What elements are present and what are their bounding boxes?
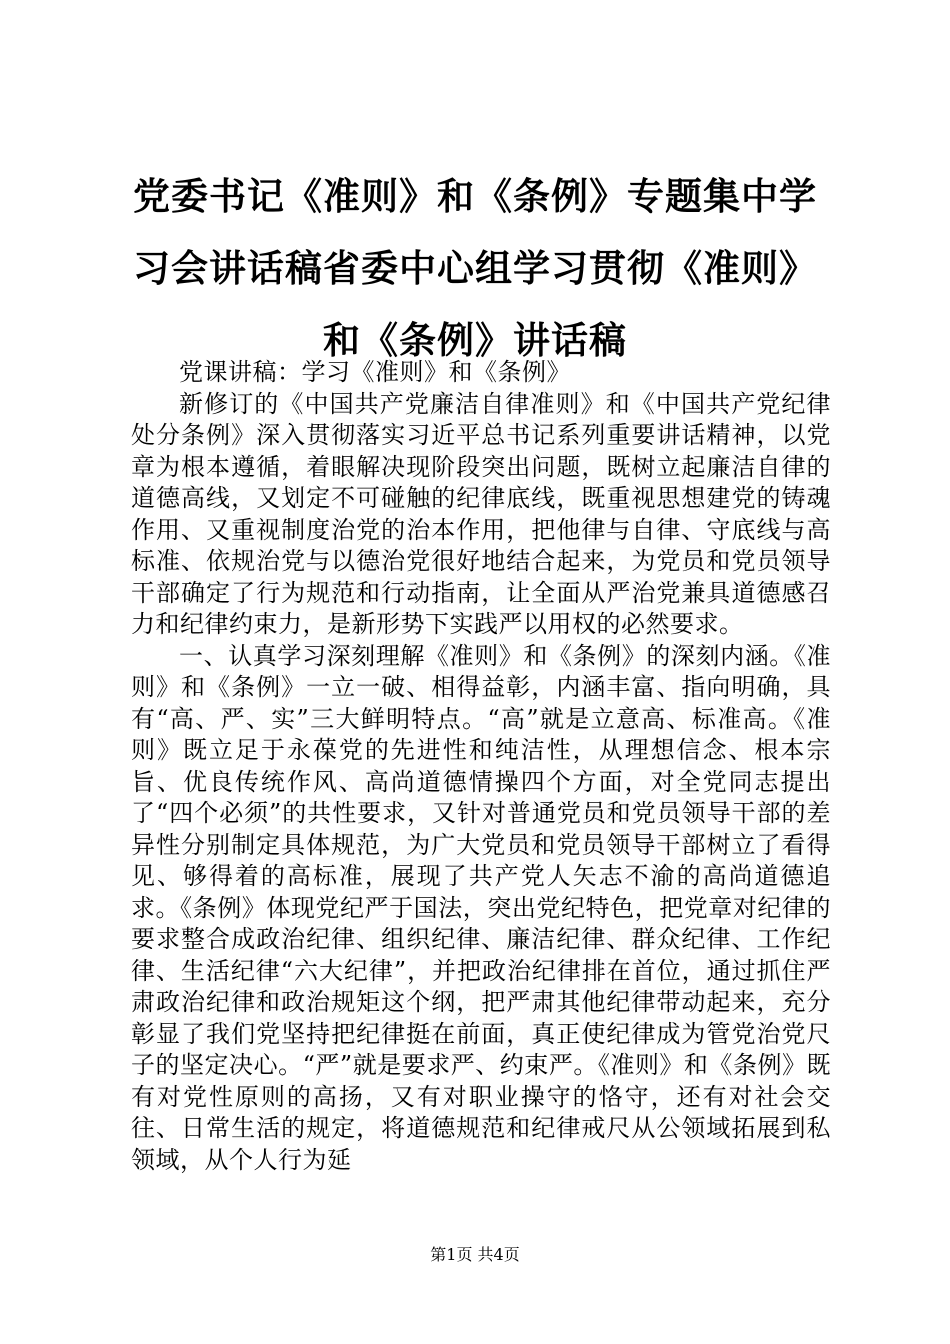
page-number-footer: 第1页 共4页 xyxy=(430,1245,520,1264)
paragraph-section-one: 一、认真学习深刻理解《准则》和《条例》的深刻内涵。《准则》和《条例》一立一破、相得益彰，内涵丰富、指向明确，具有“高、严、实”三大鲜明特点。“高”就是立意高、标准高。《准则》既立足于永葆党的先进性和纯洁性，从理想信念、根本宗旨、优良传统作风、高尚道德情操四个方面，对全党同志提出了“四个必须”的共性要求，又针对普通党员和党员领导干部的差异性分别制定具体规范，为广大党员和党员领导干部树立了看得见、够得着的高标准，展现了共产党人矢志不渝的高尚道德追求。《条例》体现党纪严于国法，突出党纪特色，把党章对纪律的要求整合成政治纪律、组织纪律、廉洁纪律、群众纪律、工作纪律、生活纪律“六大纪律”，并把政治纪律排在首位，通过抓住严肃政治纪律和政治规矩这个纲，把严肃其他纪律带动起来，充分彰显了我们党坚持把纪律挺在前面，真正使纪律成为管党治党尺子的坚定决心。“严”就是要求严、约束严。《准则》和《条例》既有对党性原则的高扬，又有对职业操守的恪守，还有对社会交往、日常生活的规定，将道德规范和纪律戒尺从公领域拓展到私领域，从个人行为延 xyxy=(131,641,831,1174)
paragraph-intro: 新修订的《中国共产党廉洁自律准则》和《中国共产党纪律处分条例》深入贯彻落实习近平总书记系列重要讲话精神，以党章为根本遵循，着眼解决现阶段突出问题，既树立起廉洁自律的道德高线，又划定不可碰触的纪律底线，既重视思想建党的铸魂作用、又重视制度治党的治本作用，把他律与自律、守底线与高标准、依规治党与以德治党很好地结合起来，为党员和党员领导干部确定了行为规范和行动指南，让全面从严治党兼具道德感召力和纪律约束力，是新形势下实践严以用权的必然要求。 xyxy=(131,389,831,638)
document-title: 党委书记《准则》和《条例》专题集中学习会讲话稿省委中心组学习贯彻《准则》和《条例》讲话稿 xyxy=(133,174,817,362)
document-body xyxy=(131,357,831,1176)
paragraph-subtitle: 党课讲稿：学习《准则》和《条例》 xyxy=(179,358,571,386)
